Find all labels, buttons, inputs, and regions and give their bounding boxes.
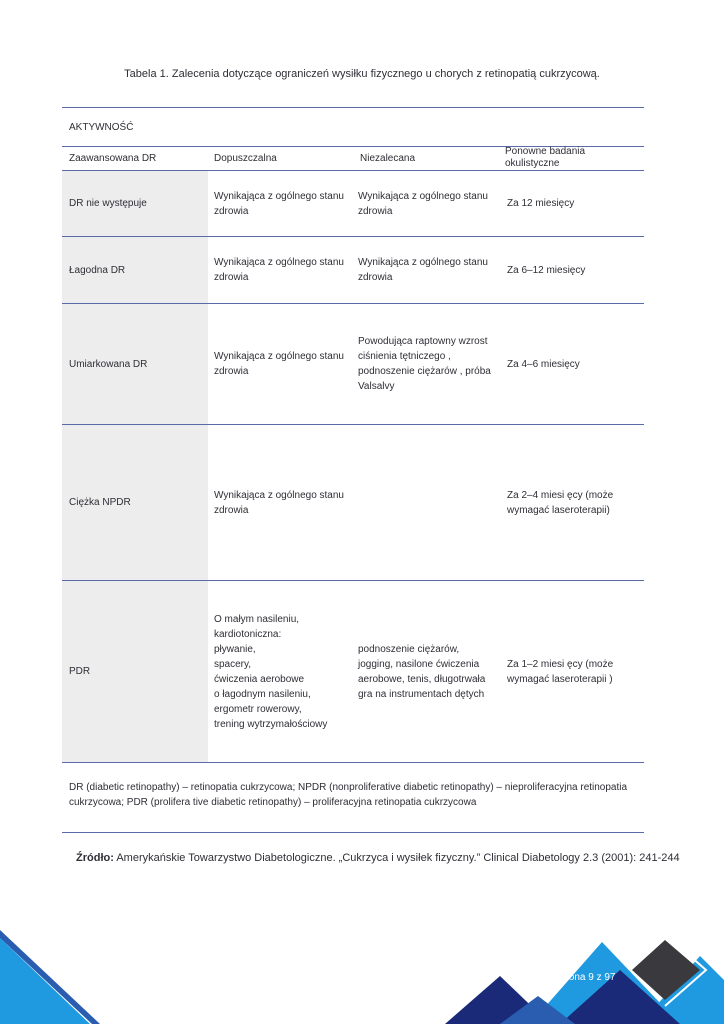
allowed-cell: Wynikająca z ogólnego stanu zdrowia bbox=[208, 425, 354, 581]
stage-cell: PDR bbox=[62, 581, 208, 763]
allowed-cell: O małym nasileniu, kardiotoniczna: pływanie, spacery, ćwiczenia aerobowe o łagodnym nasileniu, ergometr rowerowy, trening wytrzymałościowy bbox=[208, 581, 354, 763]
page-number: Strona 9 z 97 bbox=[556, 972, 616, 983]
not-recommended-cell bbox=[354, 425, 500, 581]
table-caption: Tabela 1. Zalecenia dotyczące ograniczeń wysiłku fizycznego u chorych z retinopatią cukrzycową. bbox=[124, 68, 600, 80]
not-recommended-cell: Powodująca raptowny wzrost ciśnienia tętniczego , podnoszenie ciężarów , próba Valsalvy bbox=[354, 304, 500, 425]
allowed-cell: Wynikająca z ogólnego stanu zdrowia bbox=[208, 171, 354, 237]
source-label: Źródło: bbox=[76, 852, 114, 864]
not-recommended-cell: podnoszenie ciężarów, jogging, nasilone ćwiczenia aerobowe, tenis, długotrwała gra na instrumentach dętych bbox=[354, 581, 500, 763]
footnote-bottom-rule bbox=[62, 832, 644, 833]
table-row bbox=[62, 581, 644, 763]
not-recommended-cell: Wynikająca z ogólnego stanu zdrowia bbox=[354, 237, 500, 304]
stage-cell: Łagodna DR bbox=[62, 237, 208, 304]
follow-up-cell: Za 1–2 miesi ęcy (może wymagać laseroterapii ) bbox=[500, 581, 644, 763]
allowed-cell: Wynikająca z ogólnego stanu zdrowia bbox=[208, 304, 354, 425]
table-top-rule bbox=[62, 107, 644, 108]
footer-decoration bbox=[0, 900, 724, 1024]
section-label: AKTYWNOŚĆ bbox=[69, 122, 134, 133]
not-recommended-cell: Wynikająca z ogólnego stanu zdrowia bbox=[354, 171, 500, 237]
header-allowed: Dopuszczalna bbox=[214, 153, 277, 164]
follow-up-cell: Za 2–4 miesi ęcy (może wymagać laseroterapii) bbox=[500, 425, 644, 581]
footnote: DR (diabetic retinopathy) – retinopatia cukrzycowa; NPDR (nonproliferative diabetic retinopathy) – nieproliferacyjna retinopatia cukrzycowa; PDR (prolifera tive diabetic retinopathy) – proliferacyjna retinopatia cukrzycowa bbox=[69, 782, 628, 808]
follow-up-cell: Za 4–6 miesięcy bbox=[500, 304, 644, 425]
header-not-recommended: Niezalecana bbox=[360, 153, 416, 164]
follow-up-cell: Za 12 miesięcy bbox=[500, 171, 644, 237]
stage-cell: Umiarkowana DR bbox=[62, 304, 208, 425]
source-citation bbox=[76, 852, 680, 864]
recommendations-table bbox=[62, 170, 644, 763]
table-row bbox=[62, 171, 644, 237]
source-text: Amerykańskie Towarzystwo Diabetologiczne. „Cukrzyca i wysiłek fizyczny.” Clinical Diabetology 2.3 (2001): 241-244 bbox=[116, 852, 680, 864]
table-row bbox=[62, 237, 644, 304]
table-row bbox=[62, 425, 644, 581]
left-corner-triangle-light bbox=[0, 938, 90, 1024]
table-header-row bbox=[62, 146, 644, 170]
follow-up-cell: Za 6–12 miesięcy bbox=[500, 237, 644, 304]
stage-cell: Ciężka NPDR bbox=[62, 425, 208, 581]
header-follow-up: Ponowne badania okulistyczne bbox=[505, 146, 586, 169]
table-bottom-rule bbox=[62, 762, 644, 763]
header-stage: Zaawansowana DR bbox=[69, 153, 157, 164]
stage-cell: DR nie występuje bbox=[62, 171, 208, 237]
allowed-cell: Wynikająca z ogólnego stanu zdrowia bbox=[208, 237, 354, 304]
table-row bbox=[62, 304, 644, 425]
